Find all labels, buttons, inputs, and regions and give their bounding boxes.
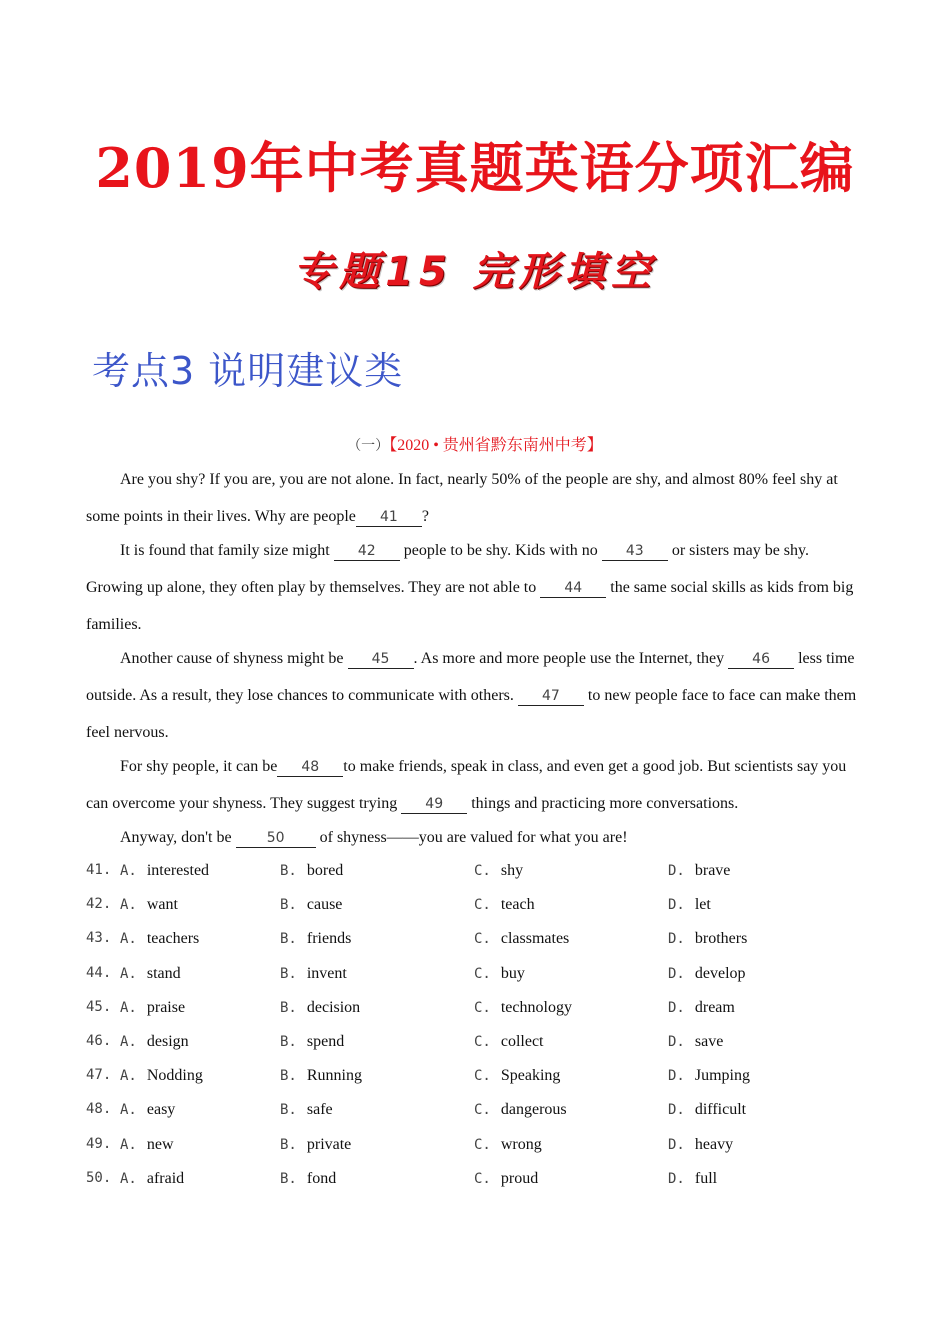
option-b: B. safe (280, 1101, 333, 1119)
blank-50: 50 (236, 829, 316, 848)
option-d: D. dream (668, 998, 735, 1016)
paragraph-1: Are you shy? If you are, you are not alone. In fact, nearly 50% of the people are shy, and almost 80% feel shy at some points in their lives. Why are people 41 ? (86, 471, 838, 525)
option-b: B. private (280, 1135, 352, 1153)
option-b: B. decision (280, 998, 361, 1016)
option-d: D. difficult (668, 1101, 747, 1119)
option-a: A. easy (120, 1101, 176, 1119)
option-b: B. invent (280, 964, 347, 982)
option-row-44: 44. A. stand B. invent C. buy D. develop (86, 964, 746, 982)
blank-49: 49 (401, 795, 467, 814)
option-a: A. design (120, 1032, 189, 1050)
option-b: B. fond (280, 1169, 337, 1187)
option-row-43: 43. A. teachers B. friends C. classmates D. brothers (86, 930, 748, 948)
option-a: A. praise (120, 998, 186, 1016)
option-row-47: 47. A. Nodding B. Running C. Speaking D. Jumping (86, 1067, 750, 1085)
blank-46: 46 (728, 650, 794, 669)
source-line (0, 432, 950, 455)
option-c: C. collect (474, 1032, 544, 1050)
option-a: A. Nodding (120, 1067, 203, 1085)
paragraph-2: It is found that family size might 42 people to be shy. Kids with no 43 or sisters may be shy. Growing up alone, they often play by themselves. They are not able to 44 the same social skills as kids from big families. (86, 542, 854, 633)
option-a: A. stand (120, 964, 181, 982)
option-c: C. Speaking (474, 1067, 561, 1085)
option-d: D. develop (668, 964, 746, 982)
option-d: D. full (668, 1169, 718, 1187)
option-c: C. shy (474, 862, 524, 879)
option-row-49: 49. A. new B. private C. wrong D. heavy (86, 1135, 734, 1153)
option-a: A. want (120, 896, 178, 914)
paragraph-5: Anyway, don't be 50 of shyness——you are valued for what you are! (120, 829, 628, 846)
section-heading: 考点3 说明建议类 (92, 349, 404, 393)
option-c: C. proud (474, 1169, 539, 1187)
blank-47: 47 (518, 687, 584, 706)
answer-options (86, 856, 886, 1198)
blank-43: 43 (602, 542, 668, 561)
option-d: D. brave (668, 862, 731, 879)
source-number: （一） (347, 438, 390, 454)
blank-44: 44 (540, 579, 606, 598)
blank-48: 48 (277, 758, 343, 777)
option-c: C. classmates (474, 930, 570, 948)
option-b: B. spend (280, 1032, 345, 1050)
option-row-46: 46. A. design B. spend C. collect D. save (86, 1032, 724, 1050)
option-b: B. bored (280, 862, 344, 879)
blank-42: 42 (334, 542, 400, 561)
option-d: D. Jumping (668, 1067, 750, 1085)
document-title: 2019年中考真题英语分项汇编 (95, 136, 855, 200)
topic-subtitle: 专题15 完形填空 (293, 249, 657, 295)
option-c: C. teach (474, 896, 535, 914)
option-row-42: 42. A. want B. cause C. teach D. let (86, 896, 711, 914)
blank-41: 41 (356, 508, 422, 527)
option-a: A. interested (120, 862, 210, 879)
option-row-41: 41. A. interested B. bored C. shy D. brave (86, 862, 731, 879)
option-a: A. new (120, 1135, 174, 1153)
option-c: C. buy (474, 964, 525, 982)
option-d: D. heavy (668, 1135, 734, 1153)
option-b: B. cause (280, 896, 343, 914)
option-b: B. friends (280, 930, 352, 948)
option-d: D. brothers (668, 930, 748, 948)
option-row-50: 50. A. afraid B. fond C. proud D. full (86, 1169, 718, 1187)
option-d: D. let (668, 896, 711, 914)
blank-45: 45 (348, 650, 414, 669)
option-c: C. dangerous (474, 1101, 567, 1119)
option-row-45: 45. A. praise B. decision C. technology D. dream (86, 998, 735, 1016)
source-label: 【2020 • 贵州省黔东南州中考】 (389, 437, 603, 454)
paragraph-3: Another cause of shyness might be 45 . As more and more people use the Internet, they 46 less time outside. As a result, they lose chances to communicate with others. 47 to new people face to face can make them feel nervous. (86, 650, 857, 741)
option-c: C. technology (474, 998, 572, 1016)
cloze-passage (86, 461, 864, 853)
option-a: A. teachers (120, 930, 200, 948)
option-a: A. afraid (120, 1169, 185, 1187)
paragraph-4: For shy people, it can be 48 to make friends, speak in class, and even get a good job. But scientists say you can overcome your shyness. They suggest trying 49 things and practicing more conversations. (86, 758, 847, 812)
option-b: B. Running (280, 1067, 362, 1085)
option-d: D. save (668, 1032, 724, 1050)
option-c: C. wrong (474, 1135, 542, 1153)
option-row-48: 48. A. easy B. safe C. dangerous D. difficult (86, 1101, 747, 1119)
